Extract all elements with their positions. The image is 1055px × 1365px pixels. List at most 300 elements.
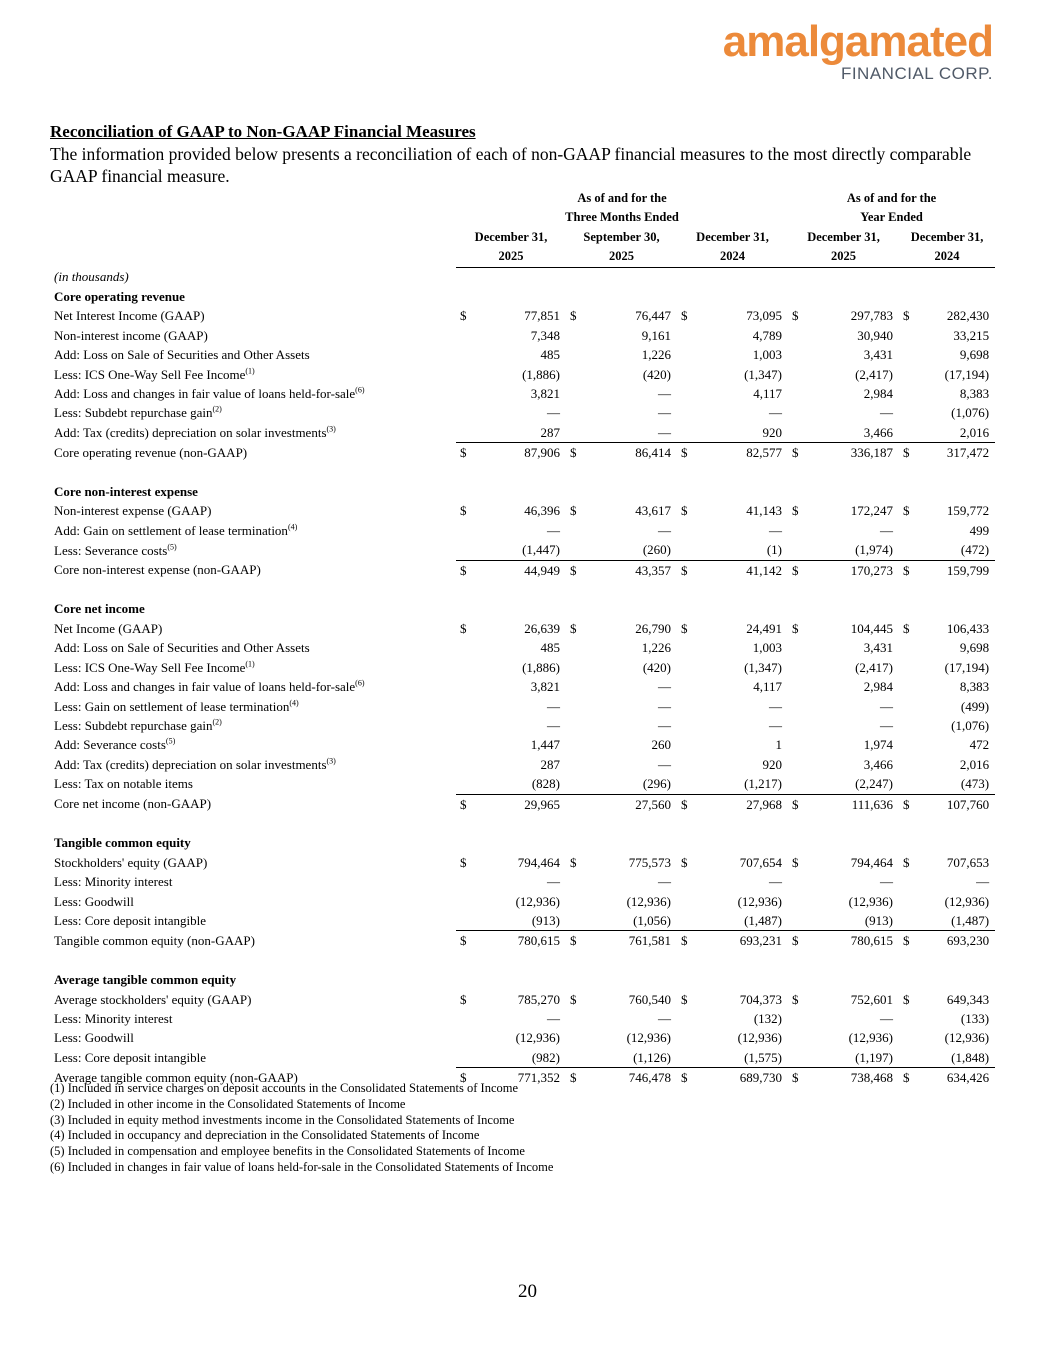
- currency-symbol: [456, 540, 480, 560]
- cell-value: 4,117: [753, 679, 783, 695]
- row-label: Non-interest income (GAAP): [54, 327, 208, 343]
- cell-value: 82,577: [702, 443, 788, 463]
- cell-value: (1,848): [924, 1048, 995, 1068]
- footnote-ref: (5): [165, 737, 176, 746]
- cell-value: 77,851: [524, 308, 560, 324]
- cell-value: (1,076): [951, 405, 990, 421]
- cell-value: 689,730: [702, 1068, 788, 1088]
- cell-value: 704,373: [739, 991, 783, 1007]
- cell-value: 8,383: [959, 386, 990, 402]
- currency-symbol: $: [566, 443, 591, 463]
- cell-value: —: [658, 522, 671, 538]
- footnotes: [50, 1081, 553, 1176]
- group-header-quarter-line2: Three Months Ended: [565, 210, 679, 225]
- currency-symbol: [899, 384, 924, 403]
- section-title-row: [50, 970, 995, 989]
- table-row: [50, 716, 995, 735]
- currency-symbol: [788, 892, 813, 911]
- cell-value: 785,270: [517, 991, 560, 1007]
- currency-symbol: $: [460, 991, 467, 1007]
- cell-value: (2,417): [855, 659, 894, 675]
- cell-value: 1,003: [752, 347, 783, 363]
- table-row: [50, 735, 995, 754]
- cell-value: 8,383: [959, 679, 990, 695]
- footnote-ref: (6): [355, 678, 365, 688]
- cell-value: 29,965: [480, 794, 566, 814]
- currency-symbol: [677, 1028, 702, 1047]
- cell-value: —: [658, 698, 671, 714]
- currency-symbol: [456, 911, 480, 931]
- cell-value: 287: [540, 756, 560, 772]
- currency-symbol: [456, 345, 480, 364]
- currency-symbol: [456, 384, 480, 403]
- currency-symbol: $: [677, 443, 702, 463]
- currency-symbol: [456, 326, 480, 345]
- cell-value: —: [658, 717, 671, 733]
- currency-symbol: [456, 658, 480, 677]
- table-row: [50, 306, 995, 325]
- currency-symbol: [566, 326, 591, 345]
- cell-value: —: [547, 698, 560, 714]
- row-label: Stockholders' equity (GAAP): [54, 854, 208, 870]
- currency-symbol: $: [903, 854, 910, 870]
- section-title-row: [50, 287, 995, 306]
- currency-symbol: [566, 794, 591, 814]
- cell-value: (12,936): [944, 1030, 990, 1046]
- currency-symbol: [677, 755, 702, 774]
- currency-symbol: [456, 697, 480, 716]
- cell-value: 2,984: [863, 679, 894, 695]
- row-label: Less: Gain on settlement of lease termination$^{(4)}$: [54, 698, 299, 714]
- cell-value: (132): [753, 1010, 783, 1026]
- cell-value: —: [880, 874, 894, 890]
- cell-value: 775,573: [628, 854, 671, 870]
- table-row: [50, 892, 995, 911]
- currency-symbol: $: [677, 560, 702, 580]
- cell-value: —: [769, 717, 783, 733]
- cell-value: (17,194): [944, 659, 990, 675]
- cell-value: (2,417): [855, 366, 894, 382]
- table-row: [50, 911, 995, 931]
- column-header: December 31, 2024: [899, 228, 995, 267]
- currency-symbol: $: [903, 503, 910, 519]
- table-row: [50, 794, 995, 814]
- intro-paragraph: The information provided below presents a reconciliation of each of non-GAAP financial measures to the most directly comparable GAAP financial measure.: [50, 144, 972, 186]
- page-number: 20: [518, 1281, 537, 1302]
- cell-value: 7,348: [530, 327, 560, 343]
- row-label: Add: Loss and changes in fair value of loans held-for-sale$^{(6)}$: [54, 678, 365, 695]
- currency-symbol: [677, 872, 702, 891]
- cell-value: (1,217): [702, 774, 788, 794]
- currency-symbol: [788, 638, 813, 657]
- currency-symbol: $: [903, 991, 910, 1007]
- cell-value: (2,247): [813, 774, 899, 794]
- currency-symbol: [788, 697, 813, 716]
- logo-subtitle: FINANCIAL CORP.: [840, 64, 993, 83]
- table-row: [50, 345, 995, 364]
- currency-symbol: [899, 774, 924, 794]
- currency-symbol: [566, 658, 591, 677]
- row-label: Less: Subdebt repurchase gain$^{(2)}$: [54, 717, 222, 733]
- cell-value: (1,347): [744, 659, 783, 675]
- cell-value: 3,431: [863, 347, 894, 363]
- currency-symbol: [566, 1009, 591, 1028]
- column-header: December 31, 2024: [677, 228, 788, 267]
- currency-symbol: [899, 423, 924, 443]
- currency-symbol: [788, 540, 813, 560]
- currency-symbol: [566, 345, 591, 364]
- currency-symbol: $: [792, 308, 799, 324]
- table-row: [50, 1048, 995, 1068]
- cell-value: 2,016: [924, 423, 995, 443]
- group-header-year-line1: As of and for the: [846, 191, 937, 205]
- currency-symbol: $: [460, 308, 467, 324]
- currency-symbol: $: [681, 620, 688, 636]
- cell-value: 27,968: [702, 794, 788, 814]
- currency-symbol: [677, 1048, 702, 1068]
- currency-symbol: [899, 403, 924, 422]
- cell-value: 33,215: [953, 327, 990, 343]
- cell-value: 76,447: [635, 308, 671, 324]
- cell-value: (12,936): [737, 1030, 783, 1046]
- currency-symbol: $: [570, 503, 577, 519]
- cell-value: 107,760: [924, 794, 995, 814]
- table-row: [50, 1028, 995, 1047]
- row-label: Add: Gain on settlement of lease termination$^{(4)}$: [54, 522, 298, 538]
- cell-value: —: [591, 423, 677, 443]
- cell-value: —: [658, 405, 671, 421]
- currency-symbol: $: [788, 1068, 813, 1088]
- cell-value: (1,197): [813, 1048, 899, 1068]
- currency-symbol: [456, 716, 480, 735]
- cell-value: —: [769, 698, 783, 714]
- table-row: [50, 560, 995, 580]
- currency-symbol: [677, 677, 702, 696]
- currency-symbol: [899, 755, 924, 774]
- cell-value: —: [547, 717, 560, 733]
- currency-symbol: [566, 423, 591, 443]
- currency-symbol: [456, 403, 480, 422]
- footnote-ref: (3): [326, 424, 336, 434]
- cell-value: (420): [642, 366, 671, 382]
- cell-value: (260): [591, 540, 677, 560]
- cell-value: 26,639: [524, 620, 560, 636]
- cell-value: 3,821: [530, 679, 560, 695]
- currency-symbol: $: [899, 1068, 924, 1088]
- cell-value: (1,974): [813, 540, 899, 560]
- currency-symbol: [899, 326, 924, 345]
- cell-value: (473): [924, 774, 995, 794]
- row-label: Less: ICS One-Way Sell Fee Income$^{(1)}$: [54, 366, 255, 382]
- cell-value: 472: [969, 737, 990, 753]
- cell-value: 3,466: [863, 756, 894, 772]
- table-row: [50, 443, 995, 463]
- currency-symbol: [456, 755, 480, 774]
- cell-value: 634,426: [924, 1068, 995, 1088]
- currency-symbol: $: [792, 854, 799, 870]
- row-label: Tangible common equity (non-GAAP): [54, 933, 255, 949]
- cell-value: 1,974: [863, 737, 894, 753]
- currency-symbol: [566, 638, 591, 657]
- cell-value: (913): [813, 911, 899, 931]
- currency-symbol: [788, 755, 813, 774]
- section-title: Core non-interest expense: [54, 484, 198, 500]
- currency-symbol: [899, 892, 924, 911]
- cell-value: —: [658, 386, 671, 402]
- cell-value: 159,772: [946, 503, 990, 519]
- currency-symbol: [899, 658, 924, 677]
- section-title-row: [50, 482, 995, 501]
- cell-value: 1,447: [530, 737, 560, 753]
- cell-value: 780,615: [813, 931, 899, 951]
- cell-value: (913): [480, 911, 566, 931]
- row-label: Add: Tax (credits) depreciation on solar investments$^{(3)}$: [54, 756, 336, 772]
- cell-value: 3,431: [863, 640, 894, 656]
- currency-symbol: [788, 1048, 813, 1068]
- reconciliation-table: [50, 189, 995, 1088]
- currency-symbol: $: [570, 854, 577, 870]
- logo-wordmark: amalgamated: [722, 17, 993, 66]
- table-row: [50, 521, 995, 540]
- table-row: [50, 853, 995, 872]
- cell-value: 693,230: [924, 931, 995, 951]
- cell-value: 3,466: [813, 423, 899, 443]
- column-header-row: [50, 228, 995, 267]
- currency-symbol: $: [903, 620, 910, 636]
- cell-value: —: [547, 405, 560, 421]
- currency-symbol: [456, 1009, 480, 1028]
- currency-symbol: $: [460, 620, 467, 636]
- currency-symbol: [788, 774, 813, 794]
- cell-value: 30,940: [857, 327, 894, 343]
- cell-value: 44,949: [480, 560, 566, 580]
- currency-symbol: $: [899, 560, 924, 580]
- cell-value: 287: [480, 423, 566, 443]
- row-label: Add: Severance costs$^{(5)}$: [54, 737, 176, 753]
- currency-symbol: [788, 658, 813, 677]
- currency-symbol: $: [792, 991, 799, 1007]
- footnote-ref: (4): [289, 698, 299, 708]
- table-row: [50, 540, 995, 560]
- currency-symbol: [566, 892, 591, 911]
- cell-value: 26,790: [635, 620, 671, 636]
- table-row: [50, 774, 995, 794]
- footnote-item: (5) Included in compensation and employee benefits in the Consolidated Statements of Income: [50, 1144, 525, 1159]
- currency-symbol: [788, 872, 813, 891]
- cell-value: 3,821: [530, 386, 560, 402]
- footnote-item: (1) Included in service charges on deposit accounts in the Consolidated Statements of Income: [50, 1081, 519, 1095]
- cell-value: 1,003: [752, 640, 783, 656]
- row-label: Less: Minority interest: [54, 874, 173, 890]
- currency-symbol: [566, 384, 591, 403]
- currency-symbol: [788, 911, 813, 931]
- table-row: [50, 501, 995, 520]
- cell-value: 317,472: [924, 443, 995, 463]
- table-row: [50, 677, 995, 696]
- row-label: Less: Core deposit intangible: [54, 913, 207, 929]
- row-label: Less: Goodwill: [54, 1030, 134, 1046]
- cell-value: 920: [702, 423, 788, 443]
- currency-symbol: [788, 1028, 813, 1047]
- column-header: December 31, 2025: [456, 228, 566, 267]
- currency-symbol: [456, 1028, 480, 1047]
- cell-value: 172,247: [850, 503, 894, 519]
- currency-symbol: $: [792, 503, 799, 519]
- cell-value: —: [769, 405, 783, 421]
- currency-symbol: $: [456, 560, 480, 580]
- table-row: [50, 384, 995, 403]
- cell-value: 738,468: [813, 1068, 899, 1088]
- footnote-ref: (1): [245, 659, 255, 669]
- currency-symbol: [566, 1048, 591, 1068]
- currency-symbol: [899, 521, 924, 540]
- currency-symbol: $: [788, 560, 813, 580]
- section-title: Average tangible common equity: [54, 972, 237, 988]
- currency-symbol: [899, 697, 924, 716]
- cell-value: (1,487): [924, 911, 995, 931]
- currency-symbol: [456, 774, 480, 794]
- cell-value: 9,698: [959, 347, 990, 363]
- cell-value: —: [547, 522, 560, 538]
- currency-symbol: $: [681, 854, 688, 870]
- cell-value: (1): [702, 540, 788, 560]
- table-row: [50, 990, 995, 1009]
- cell-value: 499: [969, 522, 990, 538]
- cell-value: —: [880, 1010, 894, 1026]
- currency-symbol: [899, 1048, 924, 1068]
- cell-value: 43,357: [591, 560, 677, 580]
- cell-value: 771,352: [480, 1068, 566, 1088]
- currency-symbol: $: [903, 308, 910, 324]
- currency-symbol: $: [460, 503, 467, 519]
- currency-symbol: $: [792, 620, 799, 636]
- footnote-ref: (4): [287, 522, 298, 532]
- currency-symbol: [566, 774, 591, 794]
- cell-value: 761,581: [591, 931, 677, 951]
- cell-value: 1,226: [641, 347, 671, 363]
- footnote-item: (4) Included in occupancy and depreciation in the Consolidated Statements of Income: [50, 1128, 480, 1143]
- cell-value: —: [880, 522, 894, 538]
- currency-symbol: [677, 638, 702, 657]
- currency-symbol: [677, 384, 702, 403]
- currency-symbol: [566, 735, 591, 754]
- currency-symbol: [788, 326, 813, 345]
- currency-symbol: [899, 735, 924, 754]
- currency-symbol: [788, 521, 813, 540]
- page-heading: Reconciliation of GAAP to Non-GAAP Financial Measures: [50, 122, 476, 141]
- cell-value: (982): [480, 1048, 566, 1068]
- cell-value: 24,491: [746, 620, 783, 636]
- cell-value: (1,575): [702, 1048, 788, 1068]
- section-title: Core operating revenue: [54, 289, 185, 305]
- currency-symbol: [899, 1028, 924, 1047]
- currency-symbol: [677, 403, 702, 422]
- currency-symbol: [788, 1009, 813, 1028]
- table-row: [50, 365, 995, 384]
- currency-symbol: [788, 384, 813, 403]
- cell-value: 1: [775, 737, 783, 753]
- spacer-row: [50, 814, 995, 833]
- cell-value: (12,936): [737, 893, 783, 909]
- cell-value: (1,347): [744, 366, 783, 382]
- currency-symbol: $: [899, 931, 924, 951]
- row-label: Add: Loss on Sale of Securities and Other Assets: [54, 347, 310, 363]
- currency-symbol: [899, 540, 924, 560]
- row-label: Net Interest Income (GAAP): [54, 308, 205, 324]
- row-label: Core non-interest expense (non-GAAP): [54, 562, 261, 578]
- cell-value: (296): [591, 774, 677, 794]
- currency-symbol: [456, 423, 480, 443]
- currency-symbol: [566, 755, 591, 774]
- spacer-row: [50, 580, 995, 599]
- cell-value: (1,487): [702, 911, 788, 931]
- table-row: [50, 1009, 995, 1028]
- cell-value: (12,936): [515, 1030, 560, 1046]
- cell-value: 159,799: [924, 560, 995, 580]
- currency-symbol: $: [899, 443, 924, 463]
- cell-value: (12,936): [944, 893, 990, 909]
- currency-symbol: [677, 540, 702, 560]
- cell-value: —: [658, 1010, 671, 1026]
- cell-value: 485: [540, 640, 560, 656]
- cell-value: (472): [924, 540, 995, 560]
- table-row: [50, 638, 995, 657]
- footnote-item: (3) Included in equity method investments income in the Consolidated Statements of Income: [50, 1112, 515, 1127]
- currency-symbol: [566, 540, 591, 560]
- row-label: Core operating revenue (non-GAAP): [54, 445, 248, 461]
- cell-value: (1,076): [951, 717, 990, 733]
- currency-symbol: $: [788, 443, 813, 463]
- currency-symbol: $: [677, 931, 702, 951]
- cell-value: 9,698: [959, 640, 990, 656]
- currency-symbol: [566, 911, 591, 931]
- table-row: [50, 931, 995, 951]
- currency-symbol: [899, 638, 924, 657]
- cell-value: 260: [651, 737, 671, 753]
- currency-symbol: [899, 911, 924, 931]
- cell-value: 649,343: [946, 991, 990, 1007]
- currency-symbol: [456, 1048, 480, 1068]
- currency-symbol: [788, 345, 813, 364]
- cell-value: —: [658, 756, 671, 772]
- row-label: Less: Minority interest: [54, 1010, 173, 1026]
- cell-value: 297,783: [850, 308, 894, 324]
- currency-symbol: [456, 892, 480, 911]
- currency-symbol: [677, 326, 702, 345]
- cell-value: —: [658, 874, 671, 890]
- currency-symbol: [677, 735, 702, 754]
- cell-value: 1,226: [641, 640, 671, 656]
- cell-value: 794,464: [850, 854, 894, 870]
- spacer-row: [50, 463, 995, 482]
- column-header: December 31, 2025: [788, 228, 899, 267]
- table-row: [50, 423, 995, 443]
- currency-symbol: [566, 697, 591, 716]
- row-label: Less: Tax on notable items: [54, 776, 193, 792]
- currency-symbol: [677, 365, 702, 384]
- cell-value: 46,396: [524, 503, 560, 519]
- group-header-row-2: [50, 208, 995, 227]
- footnote-ref: (2): [212, 717, 222, 727]
- cell-value: (133): [960, 1010, 990, 1026]
- cell-value: 9,161: [641, 327, 671, 343]
- table-row: [50, 619, 995, 638]
- currency-symbol: $: [570, 991, 577, 1007]
- cell-value: (12,936): [626, 1030, 671, 1046]
- cell-value: 73,095: [746, 308, 783, 324]
- currency-symbol: [677, 911, 702, 931]
- cell-value: (1,886): [522, 366, 560, 382]
